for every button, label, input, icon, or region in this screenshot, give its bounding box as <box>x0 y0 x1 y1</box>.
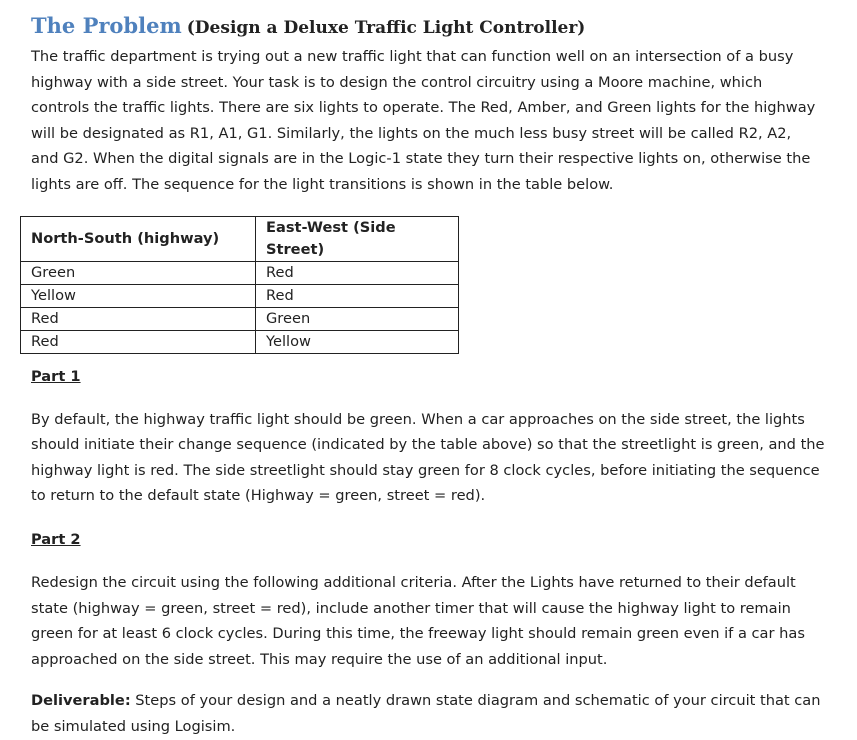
table-row <box>21 284 459 307</box>
table-cell-side-street: Yellow <box>256 330 459 353</box>
part2-paragraph: Redesign the circuit using the following additional criteria. After the Lights have returned to their default state (highway = green, street = red), include another timer that will cause the highway light to remain green for at least 6 clock cycles. During this time, the freeway light should remain green even if a car has approached on the side street. This may require the use of an additional input. <box>31 573 805 668</box>
light-sequence-table <box>20 216 459 354</box>
part2-heading: Part 2 <box>31 530 81 548</box>
deliverable-label: Deliverable: <box>31 692 131 710</box>
table-cell-highway: Red <box>21 330 256 353</box>
table-cell-highway: Red <box>21 307 256 330</box>
intro-paragraph: The traffic department is trying out a new traffic light that can function well on an intersection of a busy highway with a side street. Your task is to design the control circuitry using a Moore machine, which controls the traffic lights. There are six lights to operate. The Red, Amber, and Green lights for the highway will be designated as R1, A1, G1. Similarly, the lights on the much less busy street will be called R2, A2, and G2. When the digital signals are in the Logic-1 state they turn their respective lights on, otherwise the lights are off. The sequence for the light transitions is shown in the table below. <box>31 48 816 193</box>
part1-paragraph: By default, the highway traffic light should be green. When a car approaches on the side street, the lights should initiate their change sequence (indicated by the table above) so that the streetlight is green, and the highway light is red. The side streetlight should stay green for 8 clock cycles, before initiating the sequence to return to the default state (Highway = green, street = red). <box>31 410 825 505</box>
part1-heading: Part 1 <box>31 367 81 385</box>
table-row <box>21 307 459 330</box>
table-cell-side-street: Red <box>256 261 459 284</box>
table-cell-highway: Green <box>21 261 256 284</box>
title-subtitle: (Design a Deluxe Traffic Light Controller) <box>186 18 586 38</box>
table-header-highway: North-South (highway) <box>21 216 256 261</box>
document-page <box>31 12 831 740</box>
table-row <box>21 330 459 353</box>
table-row <box>21 261 459 284</box>
document-title <box>31 12 831 42</box>
table-cell-side-street: Green <box>256 307 459 330</box>
table-cell-highway: Yellow <box>21 284 256 307</box>
table-header-row <box>21 216 459 261</box>
deliverable-paragraph <box>31 688 831 739</box>
table-header-side-street: East-West (Side Street) <box>256 216 459 261</box>
title-main: The Problem <box>31 13 182 38</box>
table-cell-side-street: Red <box>256 284 459 307</box>
deliverable-text: Steps of your design and a neatly drawn state diagram and schematic of your circuit that can be simulated using Logisim. <box>31 692 821 735</box>
